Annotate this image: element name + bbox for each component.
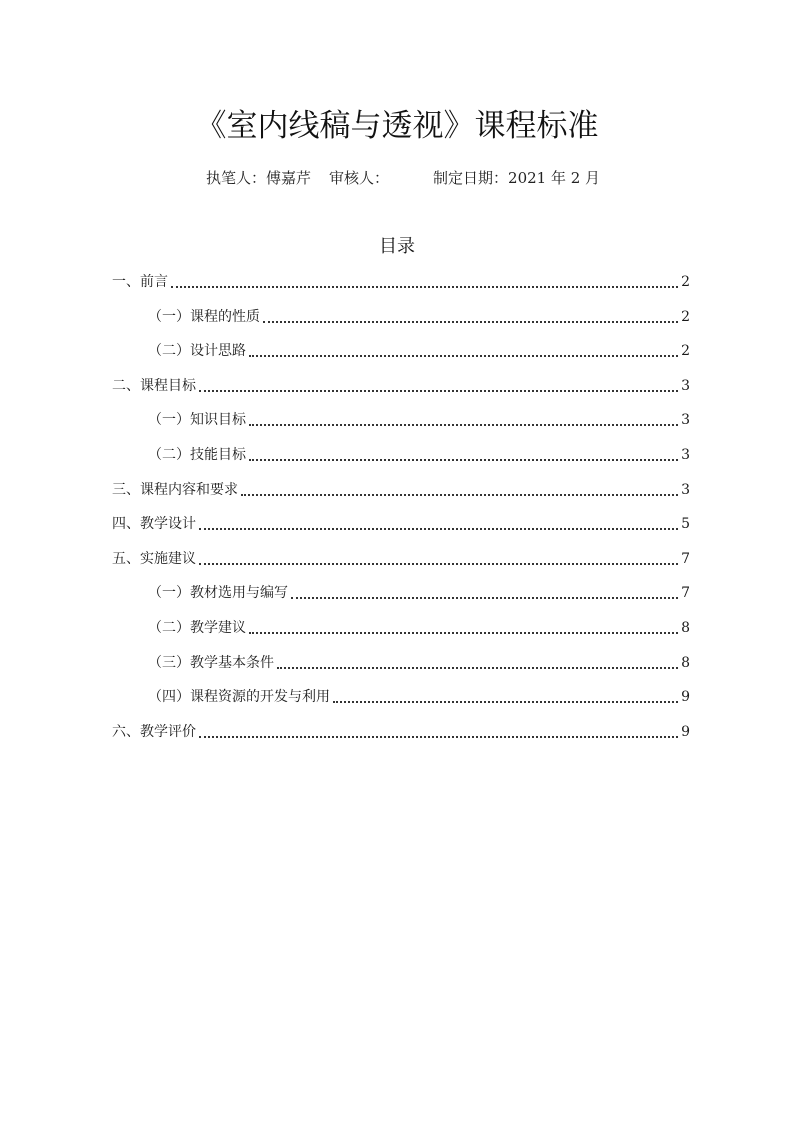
toc-entry-page-number: 7	[681, 551, 690, 567]
toc-entry[interactable]	[148, 582, 690, 604]
toc-entry[interactable]	[148, 686, 690, 708]
toc-entry-label: 三、课程内容和要求	[112, 482, 238, 498]
toc-entry[interactable]	[112, 721, 690, 743]
toc-entry-label: 五、实施建议	[112, 551, 196, 567]
toc-dot-leader	[249, 631, 678, 634]
date-text: 制定日期：2021 年 2 月	[433, 169, 601, 187]
toc-dot-leader	[249, 458, 678, 461]
toc-dot-leader	[249, 423, 678, 426]
toc-entry-page-number: 2	[681, 343, 690, 359]
toc-entry-page-number: 3	[681, 447, 690, 463]
toc-entry-label: 一、前言	[112, 274, 168, 290]
toc-dot-leader	[241, 493, 678, 496]
toc-entry-page-number: 8	[681, 620, 690, 636]
toc-entry[interactable]	[112, 513, 690, 535]
toc-entry[interactable]	[148, 444, 690, 466]
toc-dot-leader	[249, 354, 678, 357]
toc-dot-leader	[277, 666, 678, 669]
toc-dot-leader	[199, 562, 678, 565]
toc-entry[interactable]	[112, 548, 690, 570]
toc-entry-page-number: 9	[681, 724, 690, 740]
toc-entry-label: 二、课程目标	[112, 378, 196, 394]
toc-dot-leader	[171, 285, 678, 288]
toc-dot-leader	[199, 527, 678, 530]
toc-entry-page-number: 7	[681, 585, 690, 601]
toc-entry[interactable]	[148, 340, 690, 362]
toc-entry-label: 六、教学评价	[112, 724, 196, 740]
toc-entry[interactable]	[112, 375, 690, 397]
toc-heading: 目录	[379, 236, 415, 257]
toc-entry[interactable]	[112, 271, 690, 293]
author-text: 执笔人：傅嘉芹	[206, 169, 312, 187]
reviewer-text: 审核人：	[329, 169, 390, 187]
toc-entry-label: （一）课程的性质	[148, 309, 260, 325]
toc-entry-label: （四）课程资源的开发与利用	[148, 689, 330, 705]
toc-entry-label: （二）技能目标	[148, 447, 246, 463]
toc-entry-page-number: 5	[681, 516, 690, 532]
toc-entry[interactable]	[112, 479, 690, 501]
toc-entry-label: （二）设计思路	[148, 343, 246, 359]
toc-entry-page-number: 3	[681, 482, 690, 498]
toc-dot-leader	[263, 320, 678, 323]
document-meta-line	[206, 167, 600, 189]
toc-entry-page-number: 9	[681, 689, 690, 705]
toc-entry-page-number: 3	[681, 378, 690, 394]
toc-entry-label: （三）教学基本条件	[148, 655, 274, 671]
toc-entry-page-number: 3	[681, 412, 690, 428]
toc-dot-leader	[199, 389, 678, 392]
toc-entry[interactable]	[148, 306, 690, 328]
toc-entry-page-number: 8	[681, 655, 690, 671]
document-title: 《室内线稿与透视》课程标准	[195, 108, 599, 144]
toc-entry-label: （一）知识目标	[148, 412, 246, 428]
toc-entry-label: 四、教学设计	[112, 516, 196, 532]
toc-dot-leader	[199, 735, 678, 738]
toc-entry[interactable]	[148, 617, 690, 639]
toc-entry-label: （一）教材选用与编写	[148, 585, 288, 601]
toc-entry[interactable]	[148, 652, 690, 674]
toc-dot-leader	[291, 596, 678, 599]
toc-entry[interactable]	[148, 409, 690, 431]
toc-dot-leader	[333, 700, 678, 703]
toc-entry-page-number: 2	[681, 309, 690, 325]
toc-entry-label: （二）教学建议	[148, 620, 246, 636]
toc-entry-page-number: 2	[681, 274, 690, 290]
